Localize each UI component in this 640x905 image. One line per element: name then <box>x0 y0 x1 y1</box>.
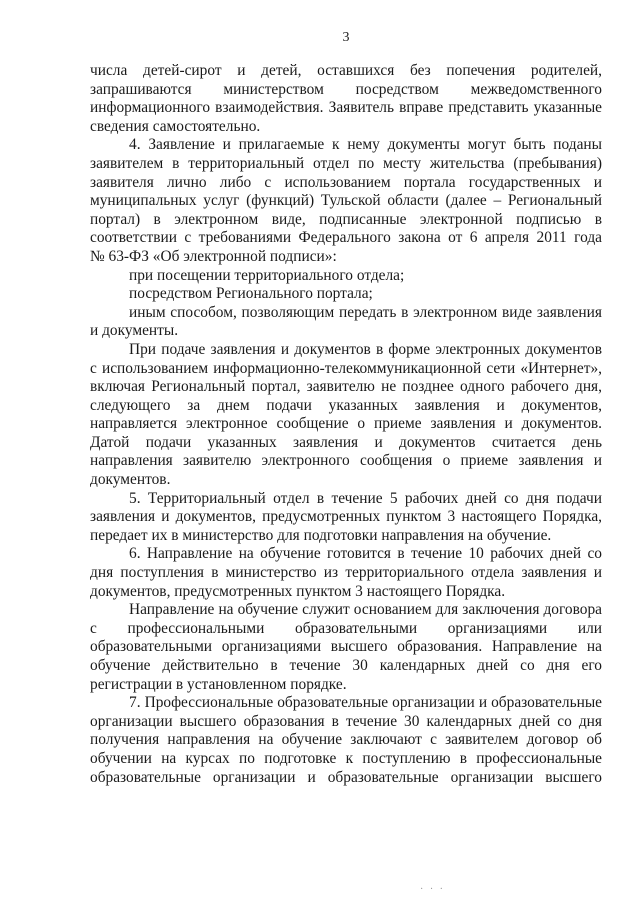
text-line: 4. Заявление и прилагаемые к нему документы могут быть поданы <box>129 136 602 154</box>
text-line: запрашиваются министерством посредством межведомственного <box>90 80 602 98</box>
text-line: соответствии с требованиями Федерального закона от 6 апреля 2011 года <box>90 229 602 247</box>
text-line: включая Региональный портал, заявителю не позднее одного рабочего дня, <box>90 378 602 396</box>
text-line: обучении на курсах по подготовке к поступлению в профессиональные <box>90 749 602 767</box>
text-line: организации высшего образования в течение 30 календарных дней со дня <box>90 712 602 730</box>
text-line: сведения самостоятельно. <box>90 117 261 135</box>
text-line: дня поступления в министерство из территориального отдела заявления и <box>90 564 602 582</box>
text-line: при посещении территориального отдела; <box>129 266 405 284</box>
text-line: получения направления на обучение заключают с заявителем договор об <box>90 731 602 749</box>
text-line: следующего за днем подачи указанных заявления и документов, <box>90 396 602 414</box>
text-line: 6. Направление на обучение готовится в течение 10 рабочих дней со <box>129 545 602 563</box>
text-line: иным способом, позволяющим передать в электронном виде заявления <box>129 303 602 321</box>
text-line: заявления и документов, предусмотренных пунктом 3 настоящего Порядка, <box>90 508 602 526</box>
text-line: муниципальных услуг (функций) Тульской области (далее – Региональный <box>90 192 602 210</box>
text-line: обучение действительно в течение 30 календарных дней со дня его <box>90 657 602 674</box>
text-line: направляется электронное сообщение о приеме заявления и документов. <box>90 415 602 433</box>
text-line: посредством Регионального портала; <box>129 285 373 303</box>
text-line: документов. <box>90 471 171 489</box>
text-line: с использованием информационно-телекоммуникационной сети «Интернет», <box>90 359 602 377</box>
text-line: заявителем в территориальный отдел по месту жительства (пребывания) <box>90 154 602 172</box>
text-line: портал) в электронном виде, подписанные электронной подписью в <box>90 210 602 228</box>
text-line: образовательными организациями высшего образования. Направление на <box>90 638 602 656</box>
text-line: направления заявителю электронного сообщения о приеме заявления и <box>90 452 602 470</box>
text-line: передает их в министерство для подготовки направления на обучение. <box>90 526 552 544</box>
text-line: № 63-ФЗ «Об электронной подписи»: <box>90 247 337 265</box>
text-line: информационного взаимодействия. Заявитель вправе представить указанные <box>90 99 602 117</box>
text-line: При подаче заявления и документов в форме электронных документов <box>129 340 602 358</box>
text-line: документов, предусмотренных пунктом 3 настоящего Порядка. <box>90 582 506 600</box>
text-line: образовательные организации и образовательные организации высшего <box>90 768 602 786</box>
text-line: регистрации в установленном порядке. <box>90 675 347 693</box>
text-line: Датой подачи указанных заявления и документов считается день <box>90 433 602 451</box>
text-line: и документы. <box>90 322 179 340</box>
text-line: заявителя лично либо с использованием портала государственных и <box>90 173 602 191</box>
document-body <box>90 62 602 787</box>
text-line: 7. Профессиональные образовательные организации и образовательные <box>129 694 602 712</box>
text-line: Направление на обучение служит основанием для заключения договора <box>129 601 602 619</box>
text-line: 5. Территориальный отдел в течение 5 рабочих дней со дня подачи <box>129 489 602 507</box>
text-line: с профессиональными образовательными организациями или <box>90 619 602 637</box>
text-line: числа детей-сирот и детей, оставшихся без попечения родителей, <box>90 62 602 79</box>
page-number: 3 <box>342 30 350 45</box>
scan-artifact: · · · <box>420 884 445 895</box>
